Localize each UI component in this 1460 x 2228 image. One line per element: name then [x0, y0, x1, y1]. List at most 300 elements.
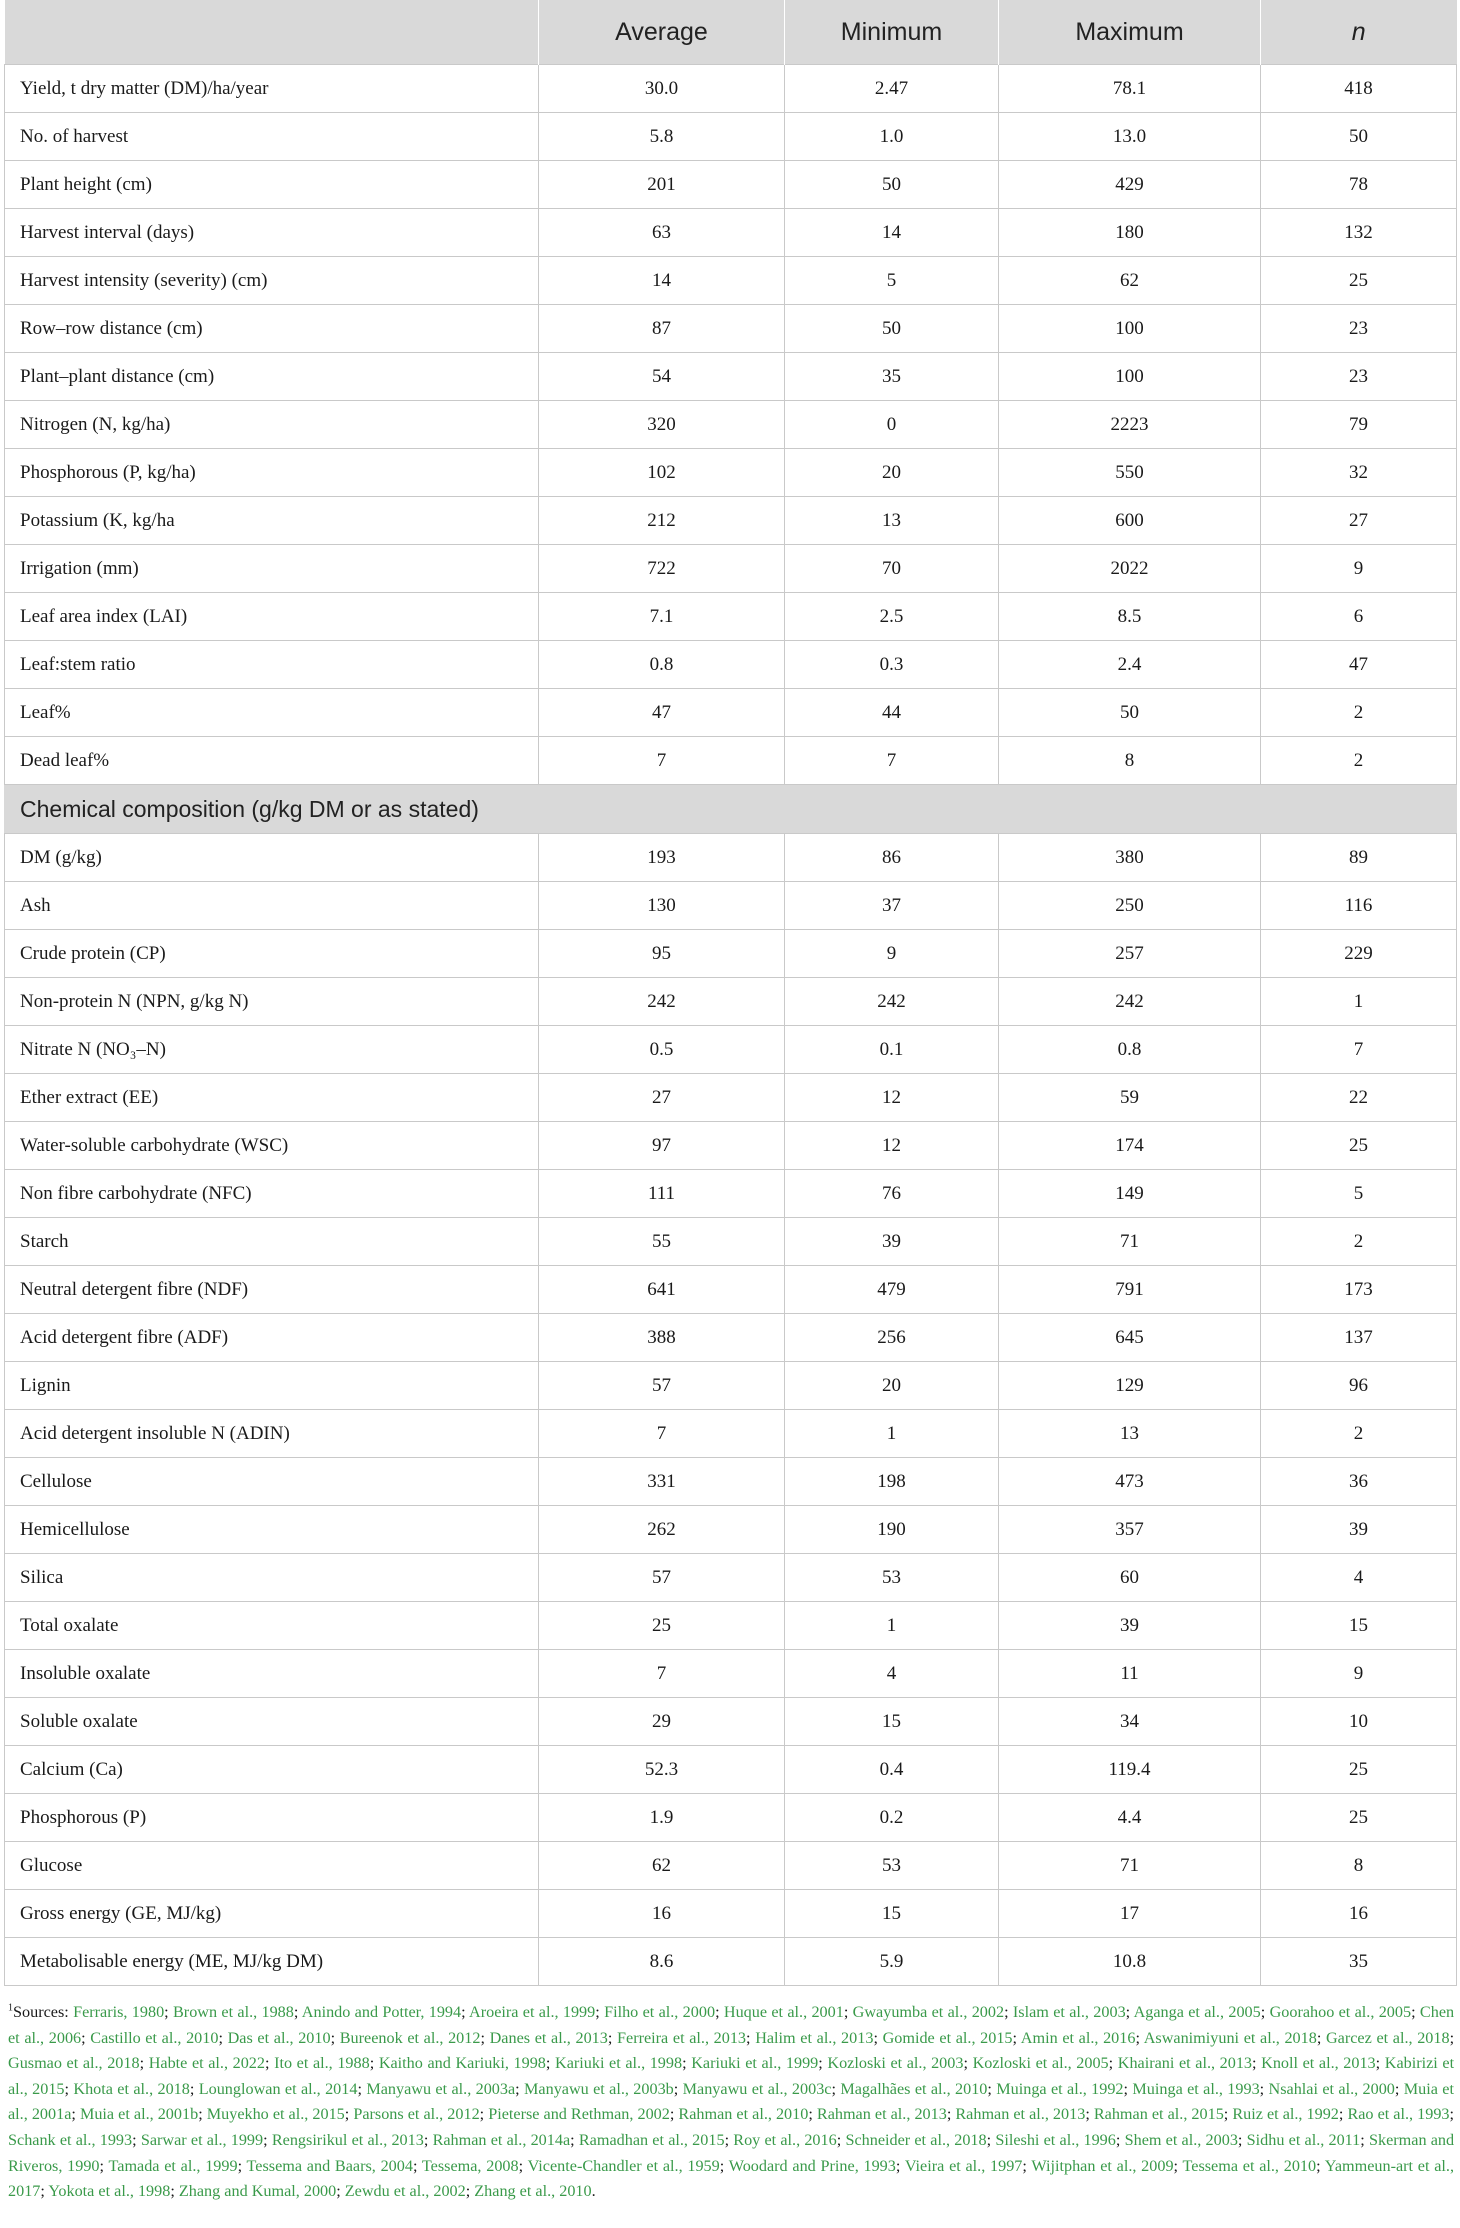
minimum-cell: 70 [785, 545, 999, 593]
average-cell: 641 [539, 1266, 785, 1314]
reference-link[interactable]: Bureenok et al., 2012 [339, 2028, 481, 2047]
row-label: Leaf% [5, 689, 539, 737]
n-cell: 1 [1261, 978, 1457, 1026]
reference-link[interactable]: Kozloski et al., 2003 [827, 2054, 964, 2073]
minimum-cell: 15 [785, 1890, 999, 1938]
reference-link[interactable]: Parsons et al., 2012 [353, 2105, 480, 2124]
reference-link[interactable]: Sidhu et al., 2011 [1246, 2130, 1361, 2149]
average-cell: 388 [539, 1314, 785, 1362]
table-row [5, 882, 1457, 930]
maximum-cell: 60 [999, 1554, 1261, 1602]
table-row [5, 1362, 1457, 1410]
minimum-cell: 0.3 [785, 641, 999, 689]
reference-link[interactable]: Tessema, 2008 [421, 2156, 519, 2175]
table-row [5, 1698, 1457, 1746]
minimum-cell: 76 [785, 1170, 999, 1218]
minimum-cell: 198 [785, 1458, 999, 1506]
maximum-cell: 2223 [999, 401, 1261, 449]
minimum-cell: 479 [785, 1266, 999, 1314]
average-cell: 47 [539, 689, 785, 737]
table-row [5, 545, 1457, 593]
table-row [5, 65, 1457, 113]
n-cell: 6 [1261, 593, 1457, 641]
row-label: Leaf area index (LAI) [5, 593, 539, 641]
maximum-cell: 8 [999, 737, 1261, 785]
reference-link[interactable]: Schank et al., 1993 [8, 2130, 133, 2149]
reference-link[interactable]: Shem et al., 2003 [1124, 2130, 1238, 2149]
row-label: Phosphorous (P, kg/ha) [5, 449, 539, 497]
row-label: Crude protein (CP) [5, 930, 539, 978]
reference-link[interactable]: Ruiz et al., 1992 [1232, 2105, 1339, 2124]
minimum-cell: 53 [785, 1842, 999, 1890]
n-cell: 9 [1261, 1650, 1457, 1698]
maximum-cell: 71 [999, 1842, 1261, 1890]
n-cell: 23 [1261, 353, 1457, 401]
reference-link[interactable]: Rao et al., 1993 [1347, 2105, 1450, 2124]
row-label: Soluble oxalate [5, 1698, 539, 1746]
n-cell: 96 [1261, 1362, 1457, 1410]
table-row [5, 1938, 1457, 1986]
minimum-cell: 13 [785, 497, 999, 545]
reference-link[interactable]: Filho et al., 2000 [604, 2003, 716, 2021]
n-cell: 8 [1261, 1842, 1457, 1890]
maximum-cell: 791 [999, 1266, 1261, 1314]
n-cell: 229 [1261, 930, 1457, 978]
table-row [5, 1314, 1457, 1362]
reference-link[interactable]: Ferraris, 1980 [73, 2003, 165, 2021]
average-cell: 57 [539, 1554, 785, 1602]
section-header-row [5, 785, 1457, 834]
table-row [5, 834, 1457, 882]
row-label: Phosphorous (P) [5, 1794, 539, 1842]
reference-link[interactable]: Muinga et al., 1992 [996, 2079, 1124, 2098]
reference-link[interactable]: Castillo et al., 2010 [90, 2028, 219, 2047]
maximum-cell: 242 [999, 978, 1261, 1026]
reference-link[interactable]: Tessema and Baars, 2004 [246, 2156, 413, 2175]
n-cell: 137 [1261, 1314, 1457, 1362]
row-label: Metabolisable energy (ME, MJ/kg DM) [5, 1938, 539, 1986]
minimum-cell: 12 [785, 1074, 999, 1122]
table-row [5, 737, 1457, 785]
average-cell: 95 [539, 930, 785, 978]
reference-link[interactable]: Pieterse and Rethman, 2002 [488, 2105, 670, 2124]
n-cell: 79 [1261, 401, 1457, 449]
average-cell: 7 [539, 1650, 785, 1698]
reference-link[interactable]: Aroeira et al., 1999 [469, 2003, 596, 2021]
table-row [5, 113, 1457, 161]
table-row [5, 1554, 1457, 1602]
average-cell: 27 [539, 1074, 785, 1122]
row-label: No. of harvest [5, 113, 539, 161]
minimum-cell: 20 [785, 1362, 999, 1410]
reference-link[interactable]: Anindo and Potter, 1994 [301, 2003, 462, 2021]
reference-link[interactable]: Vicente-Chandler et al., 1959 [527, 2156, 720, 2175]
reference-link[interactable]: Yammeun-art et al., 2017 [8, 2156, 1454, 2201]
reference-link[interactable]: Nsahlai et al., 2000 [1268, 2079, 1395, 2098]
reference-link[interactable]: Islam et al., 2003 [1012, 2003, 1126, 2021]
average-cell: 111 [539, 1170, 785, 1218]
reference-link[interactable]: Roy et al., 2016 [733, 2130, 837, 2149]
row-label: Row–row distance (cm) [5, 305, 539, 353]
maximum-cell: 149 [999, 1170, 1261, 1218]
row-label: Non-protein N (NPN, g/kg N) [5, 978, 539, 1026]
table-body [5, 65, 1457, 1986]
minimum-cell: 50 [785, 305, 999, 353]
average-cell: 16 [539, 1890, 785, 1938]
maximum-cell: 119.4 [999, 1746, 1261, 1794]
table-row [5, 1506, 1457, 1554]
row-label: Plant–plant distance (cm) [5, 353, 539, 401]
table-row [5, 209, 1457, 257]
n-cell: 2 [1261, 737, 1457, 785]
reference-link[interactable]: Ferreira et al., 2013 [617, 2028, 747, 2047]
row-label: Water-soluble carbohydrate (WSC) [5, 1122, 539, 1170]
n-cell: 5 [1261, 1170, 1457, 1218]
reference-link[interactable]: Aganga et al., 2005 [1133, 2003, 1261, 2021]
table-header [5, 0, 1457, 65]
reference-link[interactable]: Tessema et al., 2010 [1182, 2156, 1317, 2175]
n-cell: 47 [1261, 641, 1457, 689]
reference-link[interactable]: Woodard and Prine, 1993 [728, 2156, 896, 2175]
average-cell: 87 [539, 305, 785, 353]
row-label: Ash [5, 882, 539, 930]
n-cell: 2 [1261, 689, 1457, 737]
minimum-cell: 190 [785, 1506, 999, 1554]
footnote [4, 2000, 1456, 2205]
data-table [4, 0, 1457, 1986]
minimum-cell: 5.9 [785, 1938, 999, 1986]
footnote-marker: 1 [8, 2002, 13, 2014]
maximum-cell: 4.4 [999, 1794, 1261, 1842]
header-maximum: Maximum [999, 0, 1261, 65]
header-n: n [1261, 0, 1457, 65]
minimum-cell: 4 [785, 1650, 999, 1698]
minimum-cell: 1 [785, 1410, 999, 1458]
table-row [5, 353, 1457, 401]
reference-link[interactable]: Huque et al., 2001 [723, 2003, 844, 2021]
average-cell: 97 [539, 1122, 785, 1170]
average-cell: 52.3 [539, 1746, 785, 1794]
n-cell: 16 [1261, 1890, 1457, 1938]
maximum-cell: 180 [999, 209, 1261, 257]
header-minimum: Minimum [785, 0, 999, 65]
n-cell: 2 [1261, 1218, 1457, 1266]
maximum-cell: 8.5 [999, 593, 1261, 641]
maximum-cell: 550 [999, 449, 1261, 497]
table-row [5, 593, 1457, 641]
minimum-cell: 12 [785, 1122, 999, 1170]
minimum-cell: 2.5 [785, 593, 999, 641]
reference-link[interactable]: Kozloski et al., 2005 [972, 2054, 1109, 2073]
minimum-cell: 37 [785, 882, 999, 930]
maximum-cell: 13 [999, 1410, 1261, 1458]
minimum-cell: 39 [785, 1218, 999, 1266]
maximum-cell: 257 [999, 930, 1261, 978]
reference-link[interactable]: Vieira et al., 1997 [904, 2156, 1023, 2175]
row-label: Leaf:stem ratio [5, 641, 539, 689]
reference-link[interactable]: Manyawu et al., 2003b [524, 2079, 674, 2098]
reference-link[interactable]: Sarwar et al., 1999 [140, 2130, 264, 2149]
table-row [5, 1602, 1457, 1650]
minimum-cell: 5 [785, 257, 999, 305]
average-cell: 7 [539, 737, 785, 785]
reference-link[interactable]: Skerman and Riveros, 1990 [8, 2130, 1455, 2175]
average-cell: 0.5 [539, 1026, 785, 1074]
reference-link[interactable]: Khairani et al., 2013 [1117, 2054, 1253, 2073]
table-row [5, 449, 1457, 497]
table-row [5, 1746, 1457, 1794]
row-label: Harvest intensity (severity) (cm) [5, 257, 539, 305]
reference-link[interactable]: Kariuki et al., 1998 [555, 2054, 683, 2073]
reference-link[interactable]: Zhang et al., 2010 [474, 2182, 592, 2201]
n-cell: 50 [1261, 113, 1457, 161]
row-label: Irrigation (mm) [5, 545, 539, 593]
maximum-cell: 357 [999, 1506, 1261, 1554]
reference-link[interactable]: Schneider et al., 2018 [845, 2130, 987, 2149]
n-cell: 36 [1261, 1458, 1457, 1506]
row-label: Glucose [5, 1842, 539, 1890]
row-label: Acid detergent insoluble N (ADIN) [5, 1410, 539, 1458]
minimum-cell: 1 [785, 1602, 999, 1650]
maximum-cell: 34 [999, 1698, 1261, 1746]
minimum-cell: 7 [785, 737, 999, 785]
header-average: Average [539, 0, 785, 65]
average-cell: 63 [539, 209, 785, 257]
n-cell: 418 [1261, 65, 1457, 113]
table-row [5, 641, 1457, 689]
header-row [5, 0, 1457, 65]
reference-link[interactable]: Zhang and Kumal, 2000 [178, 2182, 337, 2201]
row-label: Dead leaf% [5, 737, 539, 785]
reference-link[interactable]: Amin et al., 2016 [1020, 2028, 1136, 2047]
n-cell: 116 [1261, 882, 1457, 930]
table-row [5, 1170, 1457, 1218]
reference-link[interactable]: Rahman et al., 2010 [678, 2105, 809, 2124]
reference-link[interactable]: Yokota et al., 1998 [48, 2182, 171, 2201]
minimum-cell: 0 [785, 401, 999, 449]
row-label: Lignin [5, 1362, 539, 1410]
n-cell: 7 [1261, 1026, 1457, 1074]
minimum-cell: 15 [785, 1698, 999, 1746]
n-cell: 2 [1261, 1410, 1457, 1458]
maximum-cell: 645 [999, 1314, 1261, 1362]
average-cell: 5.8 [539, 113, 785, 161]
average-cell: 201 [539, 161, 785, 209]
maximum-cell: 2022 [999, 545, 1261, 593]
average-cell: 1.9 [539, 1794, 785, 1842]
reference-link[interactable]: Zewdu et al., 2002 [344, 2182, 466, 2201]
row-label: Ether extract (EE) [5, 1074, 539, 1122]
average-cell: 14 [539, 257, 785, 305]
reference-link[interactable]: Gwayumba et al., 2002 [852, 2003, 1005, 2021]
average-cell: 0.8 [539, 641, 785, 689]
table-row [5, 401, 1457, 449]
maximum-cell: 62 [999, 257, 1261, 305]
average-cell: 193 [539, 834, 785, 882]
reference-link[interactable]: Kabirizi et al., 2015 [8, 2054, 1455, 2098]
table-row [5, 689, 1457, 737]
reference-link[interactable]: Lounglowan et al., 2014 [198, 2079, 358, 2098]
row-label: Potassium (K, kg/ha [5, 497, 539, 545]
reference-link[interactable]: Muinga et al., 1993 [1132, 2079, 1260, 2098]
reference-link[interactable]: Manyawu et al., 2003c [682, 2079, 832, 2098]
minimum-cell: 86 [785, 834, 999, 882]
maximum-cell: 380 [999, 834, 1261, 882]
average-cell: 130 [539, 882, 785, 930]
maximum-cell: 10.8 [999, 1938, 1261, 1986]
reference-link[interactable]: Halim et al., 2013 [755, 2028, 874, 2047]
table-row [5, 1890, 1457, 1938]
n-cell: 32 [1261, 449, 1457, 497]
average-cell: 29 [539, 1698, 785, 1746]
maximum-cell: 129 [999, 1362, 1261, 1410]
section-title: Chemical composition (g/kg DM or as stated) [5, 785, 1457, 834]
reference-link[interactable]: Goorahoo et al., 2005 [1269, 2003, 1412, 2021]
maximum-cell: 0.8 [999, 1026, 1261, 1074]
n-cell: 25 [1261, 257, 1457, 305]
table-row [5, 1122, 1457, 1170]
n-cell: 25 [1261, 1746, 1457, 1794]
n-cell: 35 [1261, 1938, 1457, 1986]
row-label: Yield, t dry matter (DM)/ha/year [5, 65, 539, 113]
reference-link[interactable]: Muia et al., 2001b [79, 2105, 199, 2124]
reference-link[interactable]: Tamada et al., 1999 [108, 2156, 238, 2175]
header-label-column [5, 0, 539, 65]
reference-link[interactable]: Muia et al., 2001a [8, 2079, 1454, 2124]
reference-link[interactable]: Aswanimiyuni et al., 2018 [1143, 2028, 1317, 2047]
row-label: Cellulose [5, 1458, 539, 1506]
average-cell: 212 [539, 497, 785, 545]
maximum-cell: 429 [999, 161, 1261, 209]
table-row [5, 1794, 1457, 1842]
table-row [5, 1650, 1457, 1698]
reference-link[interactable]: Rahman et al., 2015 [1093, 2105, 1224, 2124]
average-cell: 30.0 [539, 65, 785, 113]
row-label: Neutral detergent fibre (NDF) [5, 1266, 539, 1314]
row-label: Harvest interval (days) [5, 209, 539, 257]
n-cell: 25 [1261, 1122, 1457, 1170]
reference-link[interactable]: Khota et al., 2018 [73, 2079, 190, 2098]
maximum-cell: 250 [999, 882, 1261, 930]
maximum-cell: 13.0 [999, 113, 1261, 161]
minimum-cell: 53 [785, 1554, 999, 1602]
maximum-cell: 11 [999, 1650, 1261, 1698]
reference-link[interactable]: Manyawu et al., 2003a [366, 2079, 516, 2098]
table-row [5, 1842, 1457, 1890]
reference-link[interactable]: Rahman et al., 2014a [432, 2130, 571, 2149]
average-cell: 62 [539, 1842, 785, 1890]
average-cell: 7.1 [539, 593, 785, 641]
reference-link[interactable]: Gomide et al., 2015 [882, 2028, 1013, 2047]
reference-link[interactable]: Ito et al., 1988 [274, 2054, 370, 2073]
row-label: Calcium (Ca) [5, 1746, 539, 1794]
minimum-cell: 35 [785, 353, 999, 401]
table-row [5, 1074, 1457, 1122]
average-cell: 25 [539, 1602, 785, 1650]
n-cell: 27 [1261, 497, 1457, 545]
minimum-cell: 2.47 [785, 65, 999, 113]
row-label: Gross energy (GE, MJ/kg) [5, 1890, 539, 1938]
n-cell: 78 [1261, 161, 1457, 209]
reference-link[interactable]: Brown et al., 1988 [173, 2003, 294, 2021]
reference-link[interactable]: Sileshi et al., 1996 [995, 2130, 1116, 2149]
reference-link[interactable]: Rengsirikul et al., 2013 [271, 2130, 424, 2149]
maximum-cell: 39 [999, 1602, 1261, 1650]
table-row [5, 497, 1457, 545]
reference-link[interactable]: Das et al., 2010 [227, 2028, 331, 2047]
reference-link[interactable]: Rahman et al., 2013 [955, 2105, 1086, 2124]
row-label: Total oxalate [5, 1602, 539, 1650]
table-row [5, 161, 1457, 209]
average-cell: 57 [539, 1362, 785, 1410]
minimum-cell: 14 [785, 209, 999, 257]
reference-link[interactable]: Habte et al., 2022 [148, 2054, 265, 2073]
average-cell: 54 [539, 353, 785, 401]
n-cell: 39 [1261, 1506, 1457, 1554]
n-cell: 10 [1261, 1698, 1457, 1746]
row-label: DM (g/kg) [5, 834, 539, 882]
table-row [5, 305, 1457, 353]
maximum-cell: 50 [999, 689, 1261, 737]
table-row [5, 1458, 1457, 1506]
table-row [5, 1218, 1457, 1266]
average-cell: 320 [539, 401, 785, 449]
average-cell: 242 [539, 978, 785, 1026]
reference-link[interactable]: Knoll et al., 2013 [1261, 2054, 1376, 2073]
reference-link[interactable]: Danes et al., 2013 [489, 2028, 608, 2047]
minimum-cell: 20 [785, 449, 999, 497]
maximum-cell: 100 [999, 353, 1261, 401]
maximum-cell: 59 [999, 1074, 1261, 1122]
minimum-cell: 44 [785, 689, 999, 737]
reference-link[interactable]: Muyekho et al., 2015 [206, 2105, 345, 2124]
n-cell: 89 [1261, 834, 1457, 882]
maximum-cell: 2.4 [999, 641, 1261, 689]
minimum-cell: 242 [785, 978, 999, 1026]
reference-link[interactable]: Kaitho and Kariuki, 1998 [378, 2054, 546, 2073]
reference-link[interactable]: Gusmao et al., 2018 [8, 2054, 140, 2073]
minimum-cell: 1.0 [785, 113, 999, 161]
minimum-cell: 0.2 [785, 1794, 999, 1842]
n-cell: 4 [1261, 1554, 1457, 1602]
average-cell: 722 [539, 545, 785, 593]
reference-link[interactable]: Wijitphan et al., 2009 [1031, 2156, 1174, 2175]
reference-link[interactable]: Magalhães et al., 2010 [840, 2079, 988, 2098]
maximum-cell: 100 [999, 305, 1261, 353]
maximum-cell: 600 [999, 497, 1261, 545]
minimum-cell: 0.4 [785, 1746, 999, 1794]
reference-link[interactable]: Ramadhan et al., 2015 [578, 2130, 725, 2149]
average-cell: 55 [539, 1218, 785, 1266]
maximum-cell: 71 [999, 1218, 1261, 1266]
table-row [5, 930, 1457, 978]
n-cell: 23 [1261, 305, 1457, 353]
maximum-cell: 78.1 [999, 65, 1261, 113]
row-label: Hemicellulose [5, 1506, 539, 1554]
table-row [5, 1266, 1457, 1314]
table-row [5, 978, 1457, 1026]
minimum-cell: 256 [785, 1314, 999, 1362]
reference-link[interactable]: Chen et al., 2006 [8, 2003, 1455, 2047]
reference-link[interactable]: Garcez et al., 2018 [1325, 2028, 1450, 2047]
n-cell: 15 [1261, 1602, 1457, 1650]
data-table-container [4, 0, 1456, 2205]
reference-link[interactable]: Kariuki et al., 1999 [691, 2054, 819, 2073]
average-cell: 331 [539, 1458, 785, 1506]
minimum-cell: 50 [785, 161, 999, 209]
reference-link[interactable]: Rahman et al., 2013 [816, 2105, 947, 2124]
minimum-cell: 9 [785, 930, 999, 978]
